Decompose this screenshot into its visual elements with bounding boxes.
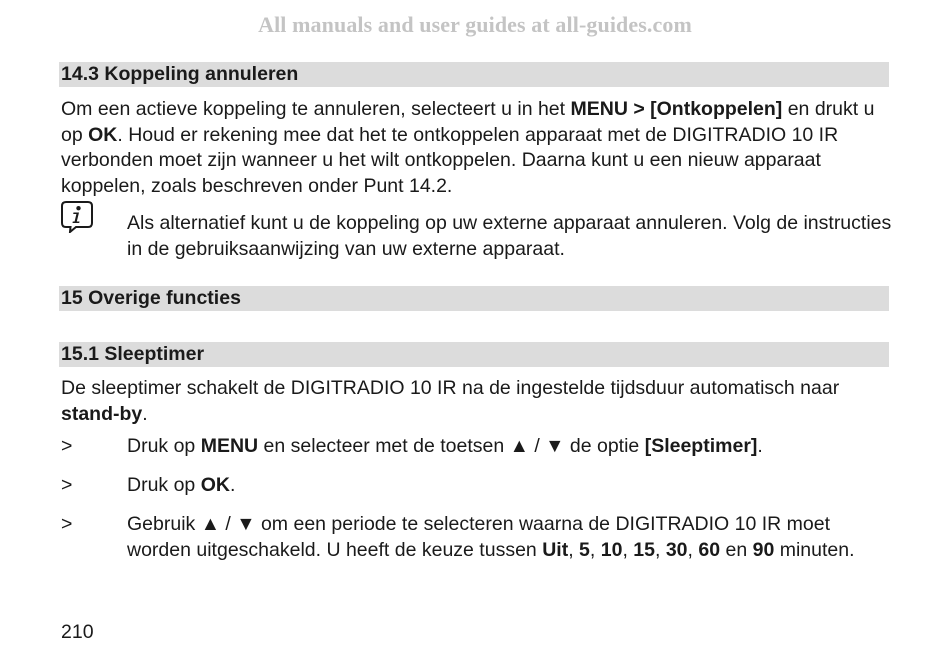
step-marker: > [61, 513, 73, 535]
paragraph-15-1: De sleeptimer schakelt de DIGITRADIO 10 IR na de ingestelde tijdsduur automatisch naar stand-by. [61, 377, 840, 425]
watermark: All manuals and user guides at all-guides.com [258, 12, 692, 37]
step-1-text: Druk op MENU en selecteer met de toetsen ▲ / ▼ de optie [Sleeptimer]. [127, 435, 763, 457]
step-marker: > [61, 474, 73, 496]
section-heading-15: 15 Overige functies [59, 286, 889, 311]
page-number: 210 [61, 621, 94, 643]
step-3-text: Gebruik ▲ / ▼ om een periode te selecteren waarna de DIGITRADIO 10 IR moet worden uitgeschakeld. U heeft de keuze tussen Uit, 5, 10, 15, 30, 60 en 90 minuten. [127, 513, 855, 561]
step-2-text: Druk op OK. [127, 474, 236, 496]
note-text: Als alternatief kunt u de koppeling op uw externe apparaat annuleren. Volg de instructies in de gebruiksaanwijzing van uw externe apparaat. [127, 212, 892, 260]
section-heading-14-3: 14.3 Koppeling annuleren [59, 62, 889, 87]
section-heading-15-1: 15.1 Sleeptimer [59, 342, 889, 367]
step-marker: > [61, 435, 73, 457]
paragraph-14-3: Om een actieve koppeling te annuleren, selecteert u in het MENU > [Ontkoppelen] en drukt u op OK. Houd er rekening mee dat het te ontkoppelen apparaat met de DIGITRADIO 10 IR verbonden moet zijn wanneer u het wilt ontkoppelen. Daarna kunt u een nieuw apparaat koppelen, zoals beschreven onder Punt 14.2. [61, 98, 875, 197]
info-icon [61, 200, 93, 233]
